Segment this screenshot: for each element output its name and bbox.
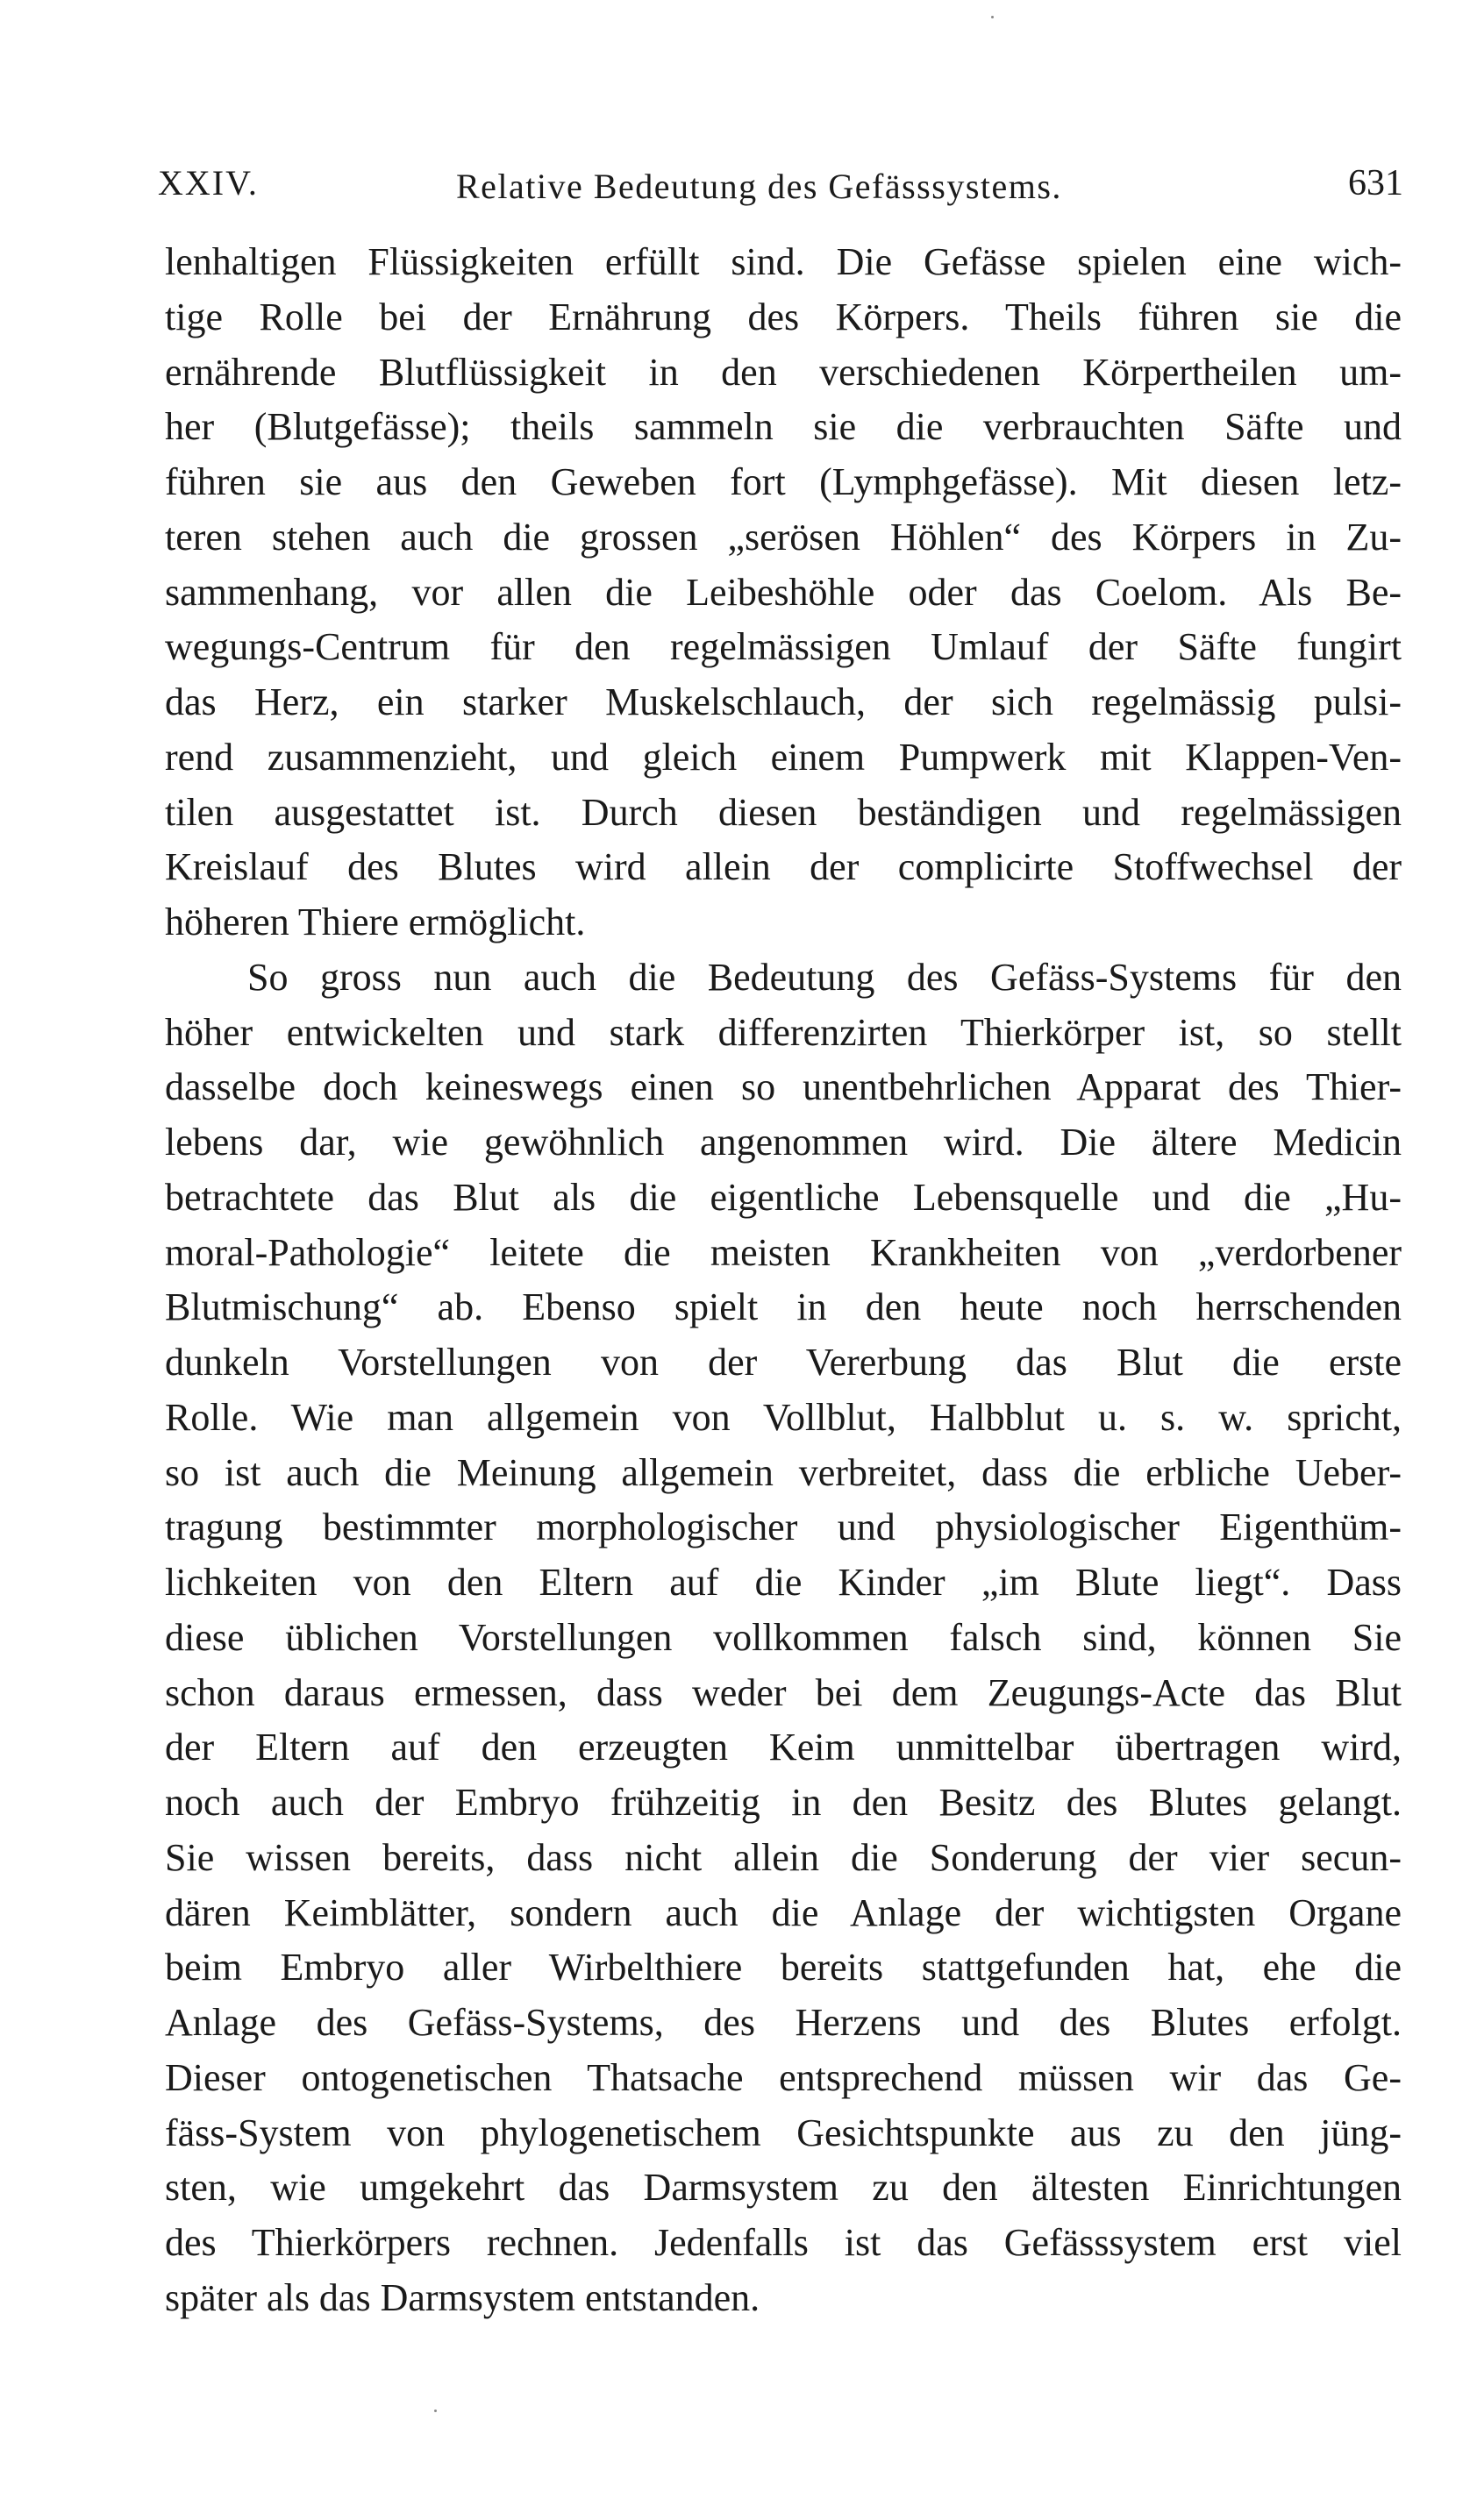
text-line: tragung bestimmter morphologischer und physiologischer Eigenthüm- bbox=[165, 1506, 1402, 1549]
text-line: Dieser ontogenetischen Thatsache entsprechend müssen wir das Ge- bbox=[165, 2055, 1402, 2099]
text-line: rend zusammenzieht, und gleich einem Pumpwerk mit Klappen-Ven- bbox=[165, 735, 1402, 779]
text-line: lenhaltigen Flüssigkeiten erfüllt sind. Die Gefässe spielen eine wich- bbox=[165, 240, 1402, 283]
speck bbox=[991, 16, 994, 18]
text-line: lichkeiten von den Eltern auf die Kinder „im Blute liegt“. Dass bbox=[165, 1561, 1402, 1604]
speck bbox=[434, 2410, 437, 2412]
text-line: des Thierkörpers rechnen. Jedenfalls ist das Gefässsystem erst viel bbox=[165, 2221, 1402, 2264]
paragraph bbox=[165, 950, 1402, 2326]
text-line: Blutmischung“ ab. Ebenso spielt in den heute noch herrschenden bbox=[165, 1285, 1402, 1329]
page-number: 631 bbox=[1348, 163, 1403, 203]
text-line: dären Keimblätter, sondern auch die Anlage der wichtigsten Organe bbox=[165, 1890, 1402, 1934]
text-line: teren stehen auch die grossen „serösen Höhlen“ des Körpers in Zu- bbox=[165, 515, 1402, 559]
text-line: noch auch der Embryo frühzeitig in den Besitz des Blutes gelangt. bbox=[165, 1781, 1402, 1824]
text-line: führen sie aus den Geweben fort (Lymphgefässe). Mit diesen letz- bbox=[165, 460, 1402, 503]
text-line: das Herz, ein starker Muskelschlauch, der sich regelmässig pulsi- bbox=[165, 680, 1402, 723]
text-line: Kreislauf des Blutes wird allein der complicirte Stoffwechsel der bbox=[165, 845, 1402, 889]
text-line: so ist auch die Meinung allgemein verbreitet, dass die erbliche Ueber- bbox=[165, 1450, 1402, 1494]
text-line: sammenhang, vor allen die Leibeshöhle oder das Coelom. Als Be- bbox=[165, 570, 1402, 614]
text-line: schon daraus ermessen, dass weder bei dem Zeugungs-Acte das Blut bbox=[165, 1670, 1402, 1714]
text-line: fäss-System von phylogenetischem Gesichtspunkte aus zu den jüng- bbox=[165, 2111, 1402, 2154]
text-line: ernährende Blutflüssigkeit in den verschiedenen Körpertheilen um- bbox=[165, 350, 1402, 394]
text-line: diese üblichen Vorstellungen vollkommen falsch sind, können Sie bbox=[165, 1615, 1402, 1659]
text-line: tige Rolle bei der Ernährung des Körpers. Theils führen sie die bbox=[165, 295, 1402, 338]
text-line: Anlage des Gefäss-Systems, des Herzens und des Blutes erfolgt. bbox=[165, 2001, 1402, 2044]
text-line: moral-Pathologie“ leitete die meisten Krankheiten von „verdorbener bbox=[165, 1230, 1402, 1274]
chapter-number: XXIV. bbox=[158, 163, 259, 203]
text-line: wegungs-Centrum für den regelmässigen Umlauf der Säfte fungirt bbox=[165, 625, 1402, 669]
text-line: So gross nun auch die Bedeutung des Gefäss-Systems für den bbox=[247, 955, 1402, 999]
text-line: höheren Thiere ermöglicht. bbox=[165, 901, 586, 943]
text-line: lebens dar, wie gewöhnlich angenommen wird. Die ältere Medicin bbox=[165, 1121, 1402, 1164]
text-line: her (Blutgefässe); theils sammeln sie die verbrauchten Säfte und bbox=[165, 405, 1402, 449]
page-header bbox=[158, 162, 1403, 224]
text-line: dunkeln Vorstellungen von der Vererbung das Blut die erste bbox=[165, 1341, 1402, 1384]
text-line: betrachtete das Blut als die eigentliche Lebensquelle und die „Hu- bbox=[165, 1175, 1402, 1219]
body-text bbox=[165, 235, 1402, 2326]
text-line: sten, wie umgekehrt das Darmsystem zu den ältesten Einrichtungen bbox=[165, 2166, 1402, 2210]
text-line: Rolle. Wie man allgemein von Vollblut, Halbblut u. s. w. spricht, bbox=[165, 1395, 1402, 1439]
text-line: Sie wissen bereits, dass nicht allein die Sonderung der vier secun- bbox=[165, 1835, 1402, 1879]
text-line: tilen ausgestattet ist. Durch diesen beständigen und regelmässigen bbox=[165, 790, 1402, 834]
text-line: dasselbe doch keineswegs einen so unentbehrlichen Apparat des Thier- bbox=[165, 1065, 1402, 1109]
running-title: Relative Bedeutung des Gefässsystems. bbox=[456, 167, 1062, 206]
text-line: höher entwickelten und stark differenzirten Thierkörper ist, so stellt bbox=[165, 1010, 1402, 1054]
text-line: später als das Darmsystem entstanden. bbox=[165, 2275, 760, 2319]
text-line: beim Embryo aller Wirbelthiere bereits stattgefunden hat, ehe die bbox=[165, 1946, 1402, 1990]
paragraph bbox=[165, 235, 1402, 950]
text-line: der Eltern auf den erzeugten Keim unmittelbar übertragen wird, bbox=[165, 1726, 1402, 1769]
